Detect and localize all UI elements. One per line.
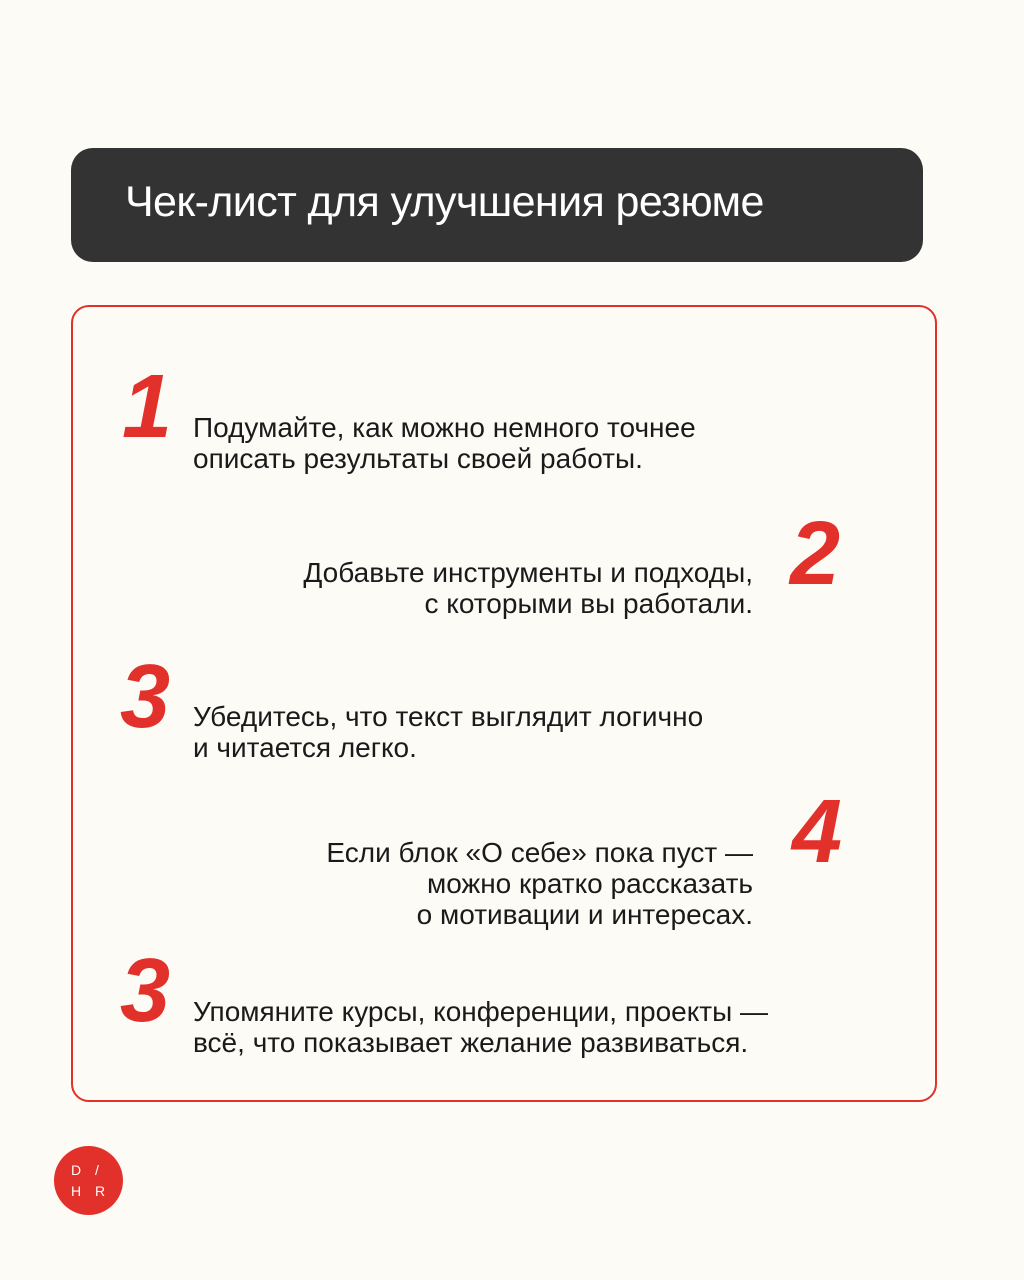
item-text-1: Подумайте, как можно немного точнее описать результаты своей работы. xyxy=(193,412,696,474)
item-text-2: Добавьте инструменты и подходы, с которыми вы работали. xyxy=(303,557,753,619)
item-number-3: 3 xyxy=(120,647,171,747)
title-banner xyxy=(71,148,923,262)
item-text-5: Упомяните курсы, конференции, проекты — всё, что показывает желание развиваться. xyxy=(193,996,769,1058)
item-number-2: 2 xyxy=(790,504,841,604)
item-text-3: Убедитесь, что текст выглядит логично и читается легко. xyxy=(193,701,704,763)
logo-letter-r: R xyxy=(95,1183,106,1199)
item-number-5: 3 xyxy=(120,941,171,1041)
dhr-logo xyxy=(54,1146,123,1215)
logo-letter-h: H xyxy=(71,1183,82,1199)
page-title: Чек-лист для улучшения резюме xyxy=(125,178,764,226)
item-number-4: 4 xyxy=(792,782,843,882)
logo-slash: / xyxy=(95,1162,99,1178)
logo-letter-d: D xyxy=(71,1162,82,1178)
item-number-1: 1 xyxy=(122,357,173,457)
item-text-4: Если блок «О себе» пока пуст — можно кратко рассказать о мотивации и интересах. xyxy=(326,837,753,930)
